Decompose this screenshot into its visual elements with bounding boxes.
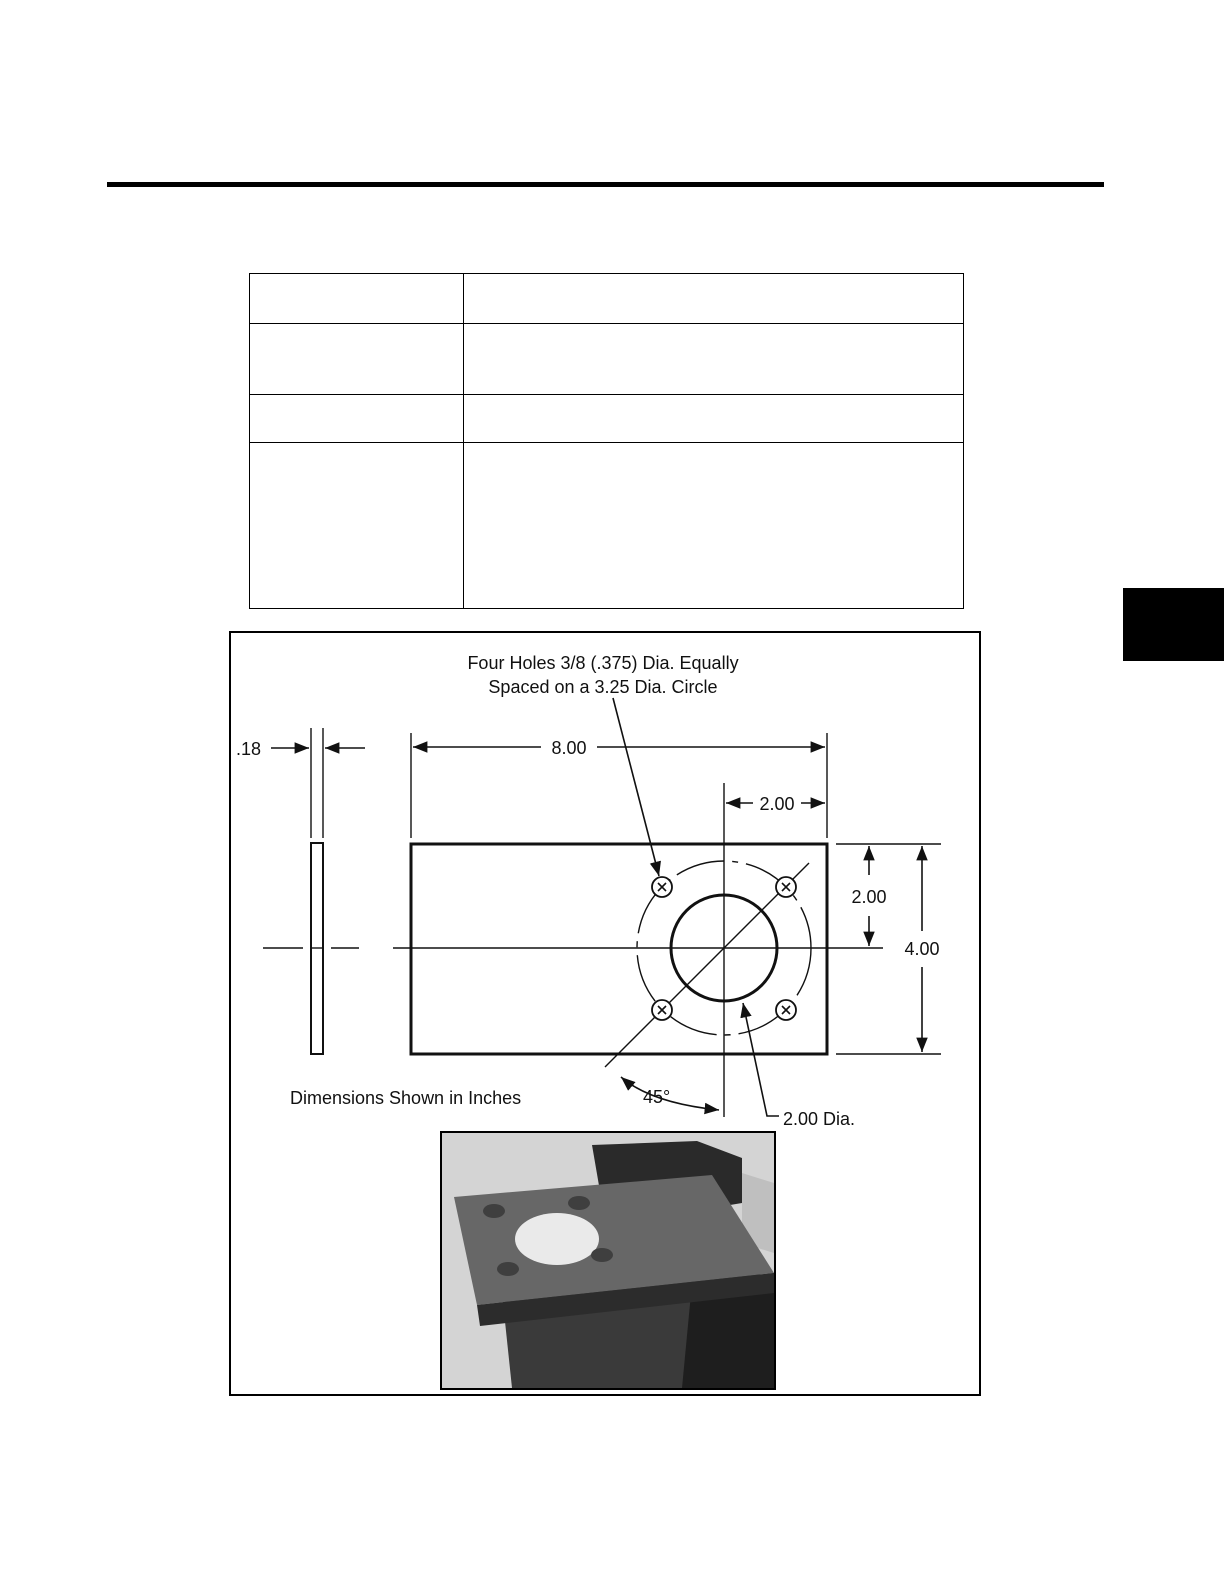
figure-frame — [229, 631, 981, 1396]
table-row — [250, 395, 964, 443]
table-cell — [250, 274, 464, 324]
hole-icon — [776, 877, 796, 897]
header-rule — [107, 182, 1104, 187]
table-cell — [464, 324, 964, 395]
holes-note-line1: Four Holes 3/8 (.375) Dia. Equally — [467, 653, 739, 673]
length-label: 8.00 — [551, 738, 587, 758]
plate-photo — [440, 1131, 776, 1390]
hole-offset-label: 2.00 — [759, 794, 795, 814]
table-cell — [250, 324, 464, 395]
table-cell — [250, 443, 464, 609]
table-cell — [250, 395, 464, 443]
plate-outline — [411, 844, 827, 1054]
hole-icon — [652, 1000, 672, 1020]
holes-leader — [613, 698, 659, 876]
thickness-label: .18 — [236, 739, 262, 759]
hole-icon — [776, 1000, 796, 1020]
table-cell — [464, 395, 964, 443]
table-cell — [464, 443, 964, 609]
holes-note-line2: Spaced on a 3.25 Dia. Circle — [488, 677, 718, 697]
half-height-label: 2.00 — [851, 887, 887, 907]
table-cell — [464, 274, 964, 324]
table-row — [250, 274, 964, 324]
side-view — [263, 728, 365, 1054]
height-label: 4.00 — [904, 939, 940, 959]
table-row — [250, 443, 964, 609]
hole-icon — [652, 877, 672, 897]
center-hole-label: 2.00 Dia. — [783, 1109, 856, 1129]
plate-drawing — [231, 633, 983, 1133]
angle-label: 45° — [643, 1087, 671, 1107]
info-table — [249, 273, 964, 609]
table-row — [250, 324, 964, 395]
units-note: Dimensions Shown in Inches — [290, 1088, 522, 1108]
plate-in-vise-image — [442, 1133, 774, 1388]
chapter-tab — [1123, 588, 1224, 661]
